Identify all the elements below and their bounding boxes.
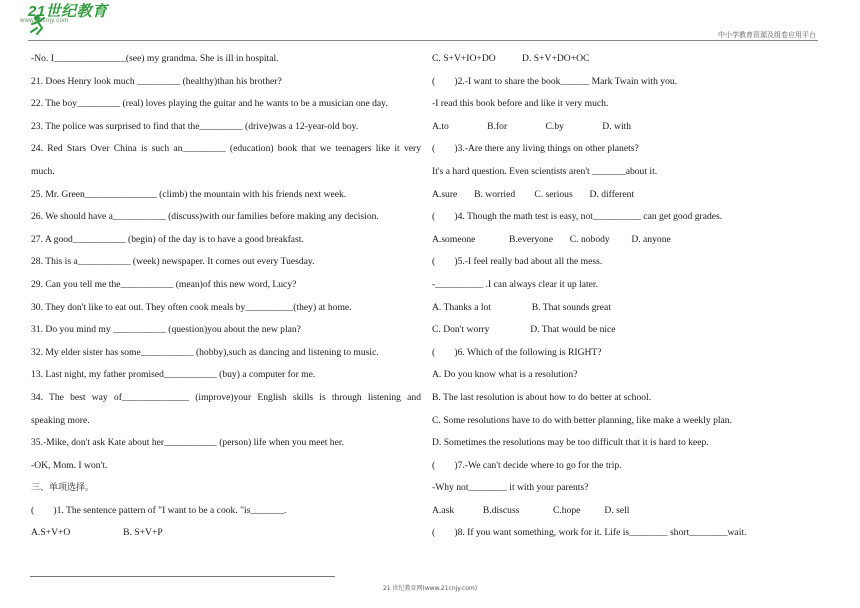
question-line: speaking more. xyxy=(31,414,90,426)
question-line: 35.-Mike, don't ask Kate about her___________ (person) life when you meet her. xyxy=(31,437,344,449)
platform-text: 中小学教育资源及组卷应用平台 xyxy=(718,31,816,39)
footer-text: 21 世纪教育网(www.21cnjy.com) xyxy=(382,585,478,592)
question-line: 31. Do you mind my ___________ (question)you about the new plan? xyxy=(31,324,301,336)
question-line: ( )2.-I want to share the book______ Mark Twain with you. xyxy=(432,75,678,87)
question-line: ( )5.-I feel really bad about all the mess. xyxy=(432,256,603,268)
question-line: 32. My elder sister has some___________ (hobby),such as dancing and listening to music. xyxy=(31,346,379,358)
question-line: 21. Does Henry look much _________ (healthy)than his brother? xyxy=(31,75,282,87)
question-line: 34. The best way of______________ (improve)your English skills is through listening and xyxy=(31,391,421,403)
question-line: ( )3.-Are there any living things on other planets? xyxy=(432,143,639,155)
question-line: 29. Can you tell me the___________ (mean)of this new word, Lucy? xyxy=(31,278,297,290)
answer-options: A.sure B. worried C. serious D. different xyxy=(432,188,635,200)
question-line: 25. Mr. Green_______________ (climb) the mountain with his friends next week. xyxy=(31,188,347,200)
question-line: 30. They don't like to eat out. They often cook meals by__________(they) at home. xyxy=(31,301,352,313)
question-line: 13. Last night, my father promised___________ (buy) a computer for me. xyxy=(31,369,316,381)
question-line: -OK, Mom. I won't. xyxy=(31,459,108,471)
left-column xyxy=(31,48,421,545)
logo-url-text: www.21cnjy.com xyxy=(20,18,69,24)
question-line: ( )7.-We can't decide where to go for the trip. xyxy=(432,459,622,471)
question-line: 27. A good___________ (begin) of the day is to have a good breakfast. xyxy=(31,233,304,245)
answer-options: C. Don't worry D. That would be nice xyxy=(432,324,616,336)
answer-options: C. S+V+IO+DO D. S+V+DO+OC xyxy=(432,53,590,64)
answer-options: D. Sometimes the resolutions may be too difficult that it is hard to keep. xyxy=(432,437,709,449)
question-line: ( )4. Though the math test is easy, not__________ can get good grades. xyxy=(432,211,723,223)
question-line: 23. The police was surprised to find that the_________ (drive)was a 12-year-old boy. xyxy=(31,120,359,132)
question-line: ( )8. If you want something, work for it. Life is________ short________wait. xyxy=(432,527,747,539)
answer-options: A.someone B.everyone C. nobody D. anyone xyxy=(432,233,671,245)
question-line: -No. I_______________(see) my grandma. She is ill in hospital. xyxy=(31,53,279,64)
page-header xyxy=(0,0,860,42)
answer-options: A. Thanks a lot B. That sounds great xyxy=(432,301,611,313)
question-line: 22. The boy_________ (real) loves playing the guitar and he wants to be a musician one day. xyxy=(31,98,388,110)
question-line: 28. This is a___________ (week) newspaper. It comes out every Tuesday. xyxy=(31,256,315,268)
answer-options: A.to B.for C.by D. with xyxy=(432,120,632,132)
answer-options: A.S+V+O B. S+V+P xyxy=(31,527,163,539)
question-line: ( )6. Which of the following is RIGHT? xyxy=(432,346,602,358)
question-line: -Why not________ it with your parents? xyxy=(432,482,589,494)
right-column xyxy=(432,48,822,545)
question-line: -I read this book before and like it very much. xyxy=(432,98,609,110)
answer-options: B. The last resolution is about how to do better at school. xyxy=(432,391,652,403)
logo-brand-text: 21世纪教育 xyxy=(28,3,108,20)
question-line: It's a hard question. Even scientists aren't _______about it. xyxy=(432,165,658,177)
question-line: 26. We should have a___________ (discuss)with our families before making any decision. xyxy=(31,211,379,223)
header-divider xyxy=(28,40,818,41)
question-line: -__________ .I can always clear it up later. xyxy=(432,278,598,290)
answer-options: C. Some resolutions have to do with better planning, like make a weekly plan. xyxy=(432,414,733,426)
answer-options: A.ask B.discuss C.hope D. sell xyxy=(432,504,630,516)
question-line: ( )1. The sentence pattern of "I want to be a cook. "is_______. xyxy=(31,504,287,516)
answer-options: A. Do you know what is a resolution? xyxy=(432,369,578,381)
question-line: 24. Red Stars Over China is such an_________ (education) book that we teenagers like it very xyxy=(31,143,421,155)
footer-divider xyxy=(30,576,335,577)
section-heading: 三、单项选择。 xyxy=(31,483,95,494)
question-line: much. xyxy=(31,165,55,177)
